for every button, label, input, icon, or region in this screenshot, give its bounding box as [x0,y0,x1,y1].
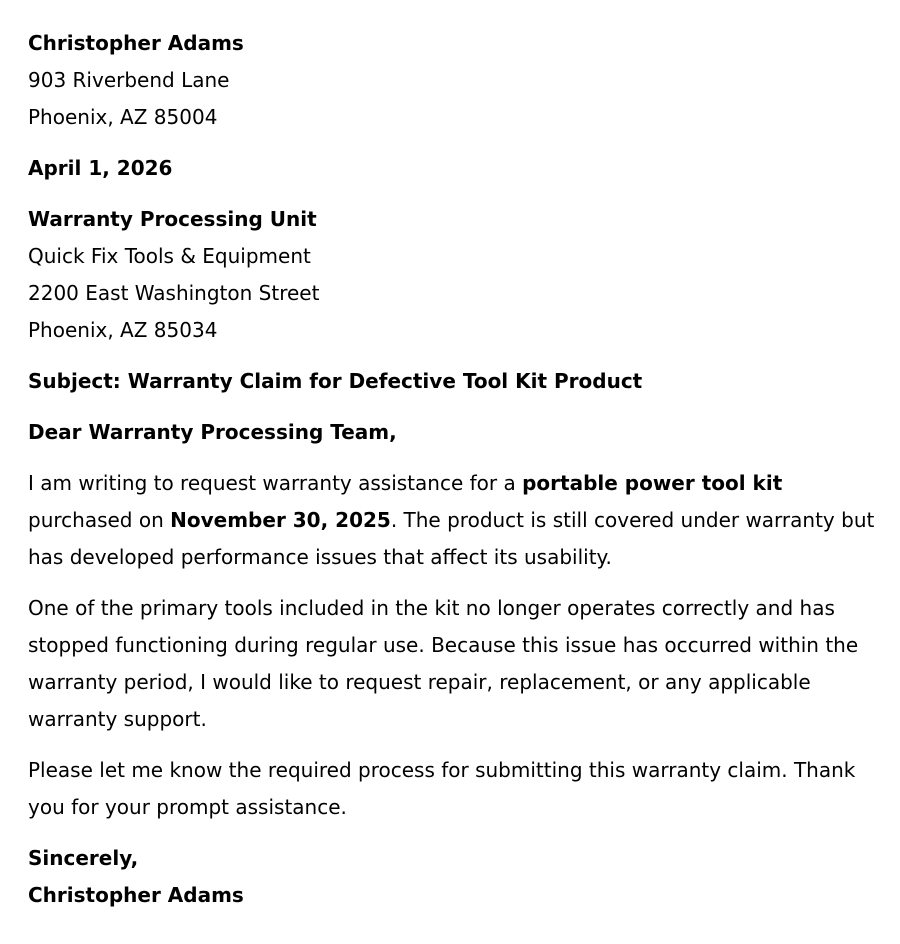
recipient-city: Phoenix, AZ 85034 [28,318,218,342]
body-paragraph-3: Please let me know the required process for submitting this warranty claim. Thank you for your prompt assistance. [28,758,856,819]
sender-street: 903 Riverbend Lane [28,68,230,92]
body-paragraph-2: One of the primary tools included in the kit no longer operates correctly and has stopped functioning during regular use. Because this issue has occurred within the warranty period, I would like to request repair, replacement, or any applicable warranty support. [28,596,859,731]
sender-city: Phoenix, AZ 85004 [28,105,218,129]
sender-name: Christopher Adams [28,31,244,55]
signature: Christopher Adams [28,883,244,907]
text: purchased on [28,508,171,532]
recipient-unit: Warranty Processing Unit [28,207,317,231]
closing: Sincerely, [28,846,139,870]
purchase-date: November 30, 2025 [170,508,391,532]
text: I am writing to request warranty assistance for a [28,471,523,495]
letter-date: April 1, 2026 [28,156,173,180]
recipient-company: Quick Fix Tools & Equipment [28,244,311,268]
product-name: portable power tool kit [522,471,783,495]
body-paragraph-1 [28,465,878,576]
recipient-block [28,201,878,349]
salutation: Dear Warranty Processing Team, [28,420,397,444]
recipient-street: 2200 East Washington Street [28,281,320,305]
subject-line: Subject: Warranty Claim for Defective Tool Kit Product [28,369,643,393]
sender-block [28,25,878,136]
text: . The product is still covered under warranty but has developed performance issues that affect its usability. [28,508,875,569]
letter [28,28,878,914]
